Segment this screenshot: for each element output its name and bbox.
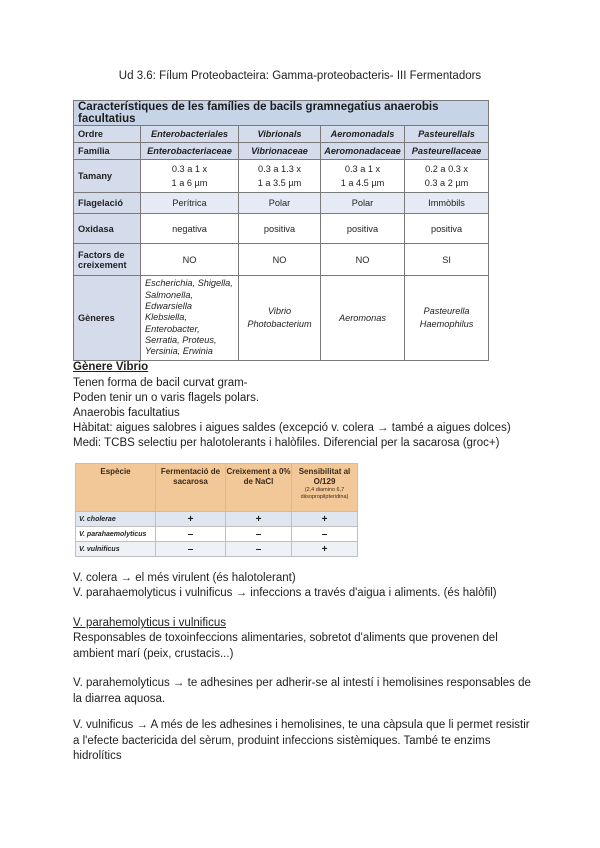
table-title: Característiques de les famílies de bacils gramnegatius anaerobis facultatius bbox=[74, 101, 489, 126]
table-row: Flagelació Perítrica Polar Polar Immòbils bbox=[74, 193, 489, 214]
table-row: V. vulnificus – – + bbox=[76, 542, 358, 557]
vibrio-line: Tenen forma de bacil curvat gram- bbox=[73, 377, 248, 389]
note-line: V. colera → el més virulent (és halotolerant) bbox=[73, 572, 296, 584]
vibrio-line: Anaerobis facultatius bbox=[73, 407, 180, 419]
table-row: Oxidasa negativa positiva positiva positiva bbox=[74, 214, 489, 244]
page-title: Ud 3.6: Fílum Proteobacteira: Gamma-proteobacteris- III Fermentadors bbox=[118, 70, 482, 82]
table-row: Ordre Enterobacteriales Vibrionals Aeromonadals Pasteurellals bbox=[74, 126, 489, 143]
table-row: Gèneres Escherichia, Shigella, Salmonella, Edwarsiella Klebsiella, Enterobacter, Serratia, Proteus, Yersinia, Erwinia Vibrio Photobacterium Aeromonas Pasteurella Haemophilus bbox=[74, 276, 489, 361]
vibrio-species-table bbox=[75, 463, 358, 557]
vibrio-heading: Gènere Vibrio bbox=[73, 361, 149, 373]
table-header-row: Espècie Fermentació de sacarosa Creixement a 0% de NaCl Sensibilitat al O/129 (2,4 diamino 6,7 diisopropilpteridina) bbox=[76, 464, 358, 512]
subsection-heading: V. parahemolyticus i vulnificus bbox=[73, 617, 226, 629]
note-line: V. parahaemolyticus i vulnificus → infeccions a través d'aigua i aliments. (és halòfil) bbox=[73, 587, 497, 599]
table-row: V. parahaemolyticus – – – bbox=[76, 527, 358, 542]
vibrio-line: Poden tenir un o varis flagels polars. bbox=[73, 392, 260, 404]
bacilli-families-table bbox=[73, 100, 489, 361]
vibrio-line: Hàbitat: aigues salobres i aigues saldes (excepció v. colera → també a aigues dolces) bbox=[73, 422, 511, 434]
paragraph: V. vulnificus → A més de les adhesines i hemolisines, te una càpsula que li permet resistir a l'efecte bactericida del sèrum, produint infeccions sistèmiques. També te enzims hidrolítics bbox=[73, 719, 530, 762]
subsection-text: Responsables de toxoinfeccions alimentaries, sobretot d'aliments que provenen del ambient marí (peix, crustacis...) bbox=[73, 632, 498, 660]
table-row: Família Enterobacteriaceae Vibrionaceae Aeromonadaceae Pasteurellaceae bbox=[74, 143, 489, 160]
paragraph: V. parahemolyticus → te adhesines per adherir-se al intestí i hemolisines responsables de la diarrea aquosa. bbox=[73, 677, 531, 705]
table-row: Tamany 0.3 a 1 x 1 a 6 µm 0.3 a 1.3 x 1 a 3.5 µm 0.3 a 1 x 1 a 4.5 µm 0.2 a 0.3 x 0.3 a 2 µm bbox=[74, 160, 489, 193]
table-row: V. cholerae + + + bbox=[76, 512, 358, 527]
vibrio-line: Medi: TCBS selectiu per halotolerants i halòfiles. Diferencial per la sacarosa (groc+) bbox=[73, 437, 500, 449]
table-row: Factors de creixement NO NO NO SI bbox=[74, 244, 489, 276]
